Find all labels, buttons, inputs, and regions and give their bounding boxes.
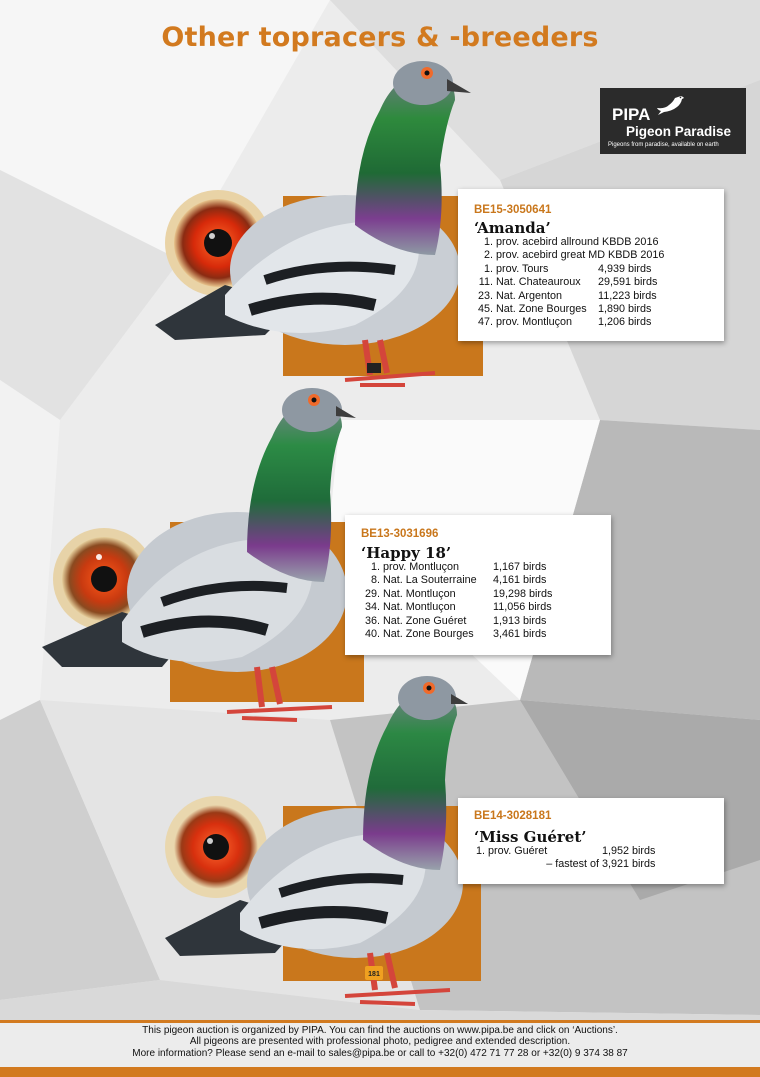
result-birds: 19,298 birds [493, 587, 553, 600]
result-race: Nat. Chateauroux [496, 276, 581, 289]
result-rank: 1. [370, 561, 380, 573]
result-row [474, 236, 664, 249]
pipa-logo [600, 88, 746, 154]
result-race: Nat. La Souterraine [383, 574, 477, 587]
result-race: Nat. Zone Guéret [383, 614, 467, 627]
result-race: Nat. Zone Bourges [496, 303, 587, 316]
footer-line-2: All pigeons are presented with professional photo, pedigree and extended description. [189, 1036, 571, 1048]
result-card-3 [458, 798, 724, 884]
result-race: Nat. Montluçon [383, 587, 456, 600]
result-race: prov. Montluçon [383, 561, 460, 573]
result-race: prov. acebird great MD KBDB 2016 [496, 249, 665, 262]
result-card-2 [345, 515, 611, 655]
result-race: prov. Montluçon [496, 316, 573, 329]
result-race: prov. Tours [496, 262, 549, 275]
result-row [361, 588, 552, 601]
result-row [474, 276, 664, 289]
results-table [474, 845, 655, 872]
result-birds: 1,913 birds [493, 614, 547, 627]
result-row [361, 601, 552, 614]
result-rank: 36. [364, 614, 380, 627]
result-birds: 4,161 birds [493, 574, 547, 587]
result-rank: 40. [364, 628, 380, 641]
page-title: Other topracers & -breeders [161, 22, 599, 53]
results-table [361, 561, 552, 641]
result-birds: 1,167 birds [493, 561, 547, 573]
result-row [474, 845, 655, 858]
result-race: Nat. Zone Bourges [383, 628, 474, 641]
footer [0, 1025, 760, 1059]
bottom-bar [0, 1067, 760, 1077]
result-rank: 8. [370, 574, 380, 587]
result-rank: 34. [364, 601, 380, 614]
result-note: – fastest of 3,921 birds [546, 858, 656, 871]
pigeon-name: ‘Happy 18’ [361, 544, 452, 562]
result-rank: 1. [483, 262, 493, 275]
result-row [361, 628, 552, 641]
result-card-1 [458, 189, 724, 341]
result-birds: 4,939 birds [598, 262, 652, 275]
result-rank: 45. [477, 303, 493, 316]
logo-brand: PIPA [612, 105, 651, 124]
result-birds: 3,461 birds [493, 628, 547, 641]
pigeon-name: ‘Miss Guéret’ [474, 828, 587, 846]
result-race: Nat. Argenton [496, 289, 563, 302]
result-rank: 23. [477, 289, 493, 302]
pigeon-photo-1 [155, 55, 475, 395]
result-row [474, 316, 664, 329]
result-row [474, 263, 664, 276]
footer-line-1: This pigeon auction is organized by PIPA. You can find the auctions on www.pipa.be and click on ‘Auctions’. [142, 1025, 618, 1036]
logo-tagline: Pigeons from paradise, available on earth [608, 142, 719, 148]
result-race: prov. acebird allround KBDB 2016 [496, 236, 659, 248]
result-rank: 29. [364, 587, 380, 600]
results-table [474, 236, 664, 330]
result-rank: 1. [483, 236, 493, 248]
result-row [361, 561, 552, 574]
logo-name: Pigeon Paradise [626, 124, 732, 139]
result-row [361, 574, 552, 587]
pigeon-name: ‘Amanda’ [474, 219, 551, 237]
result-rank: 1. [475, 845, 485, 857]
result-rank: 47. [477, 316, 493, 329]
pigeon-photo-3 [165, 668, 475, 1013]
leg-band-number: 181 [368, 971, 380, 978]
pigeon-silhouette-icon [656, 94, 686, 120]
ring-number: BE13-3031696 [361, 528, 439, 540]
result-birds: 29,591 birds [598, 276, 658, 289]
result-race: prov. Guéret [488, 845, 548, 857]
ring-number: BE15-3050641 [474, 204, 552, 216]
ring-number: BE14-3028181 [474, 810, 552, 822]
result-row [474, 303, 664, 316]
result-row [474, 290, 664, 303]
result-row [474, 249, 664, 262]
result-birds: 1,952 birds [602, 845, 656, 857]
result-row [474, 858, 655, 871]
result-rank: 2. [483, 249, 493, 262]
result-birds: 1,890 birds [598, 303, 652, 316]
result-birds: 11,223 birds [598, 289, 657, 302]
result-birds: 11,056 birds [493, 601, 552, 614]
result-row [361, 615, 552, 628]
footer-line-3: More information? Please send an e-mail to sales@pipa.be or call to +32(0) 472 71 77 28 or +32(0) 9 374 38 87 [132, 1047, 628, 1059]
footer-divider [0, 1020, 760, 1023]
result-birds: 1,206 birds [598, 316, 652, 329]
result-race: Nat. Montluçon [383, 601, 456, 614]
result-rank: 11. [478, 276, 493, 289]
